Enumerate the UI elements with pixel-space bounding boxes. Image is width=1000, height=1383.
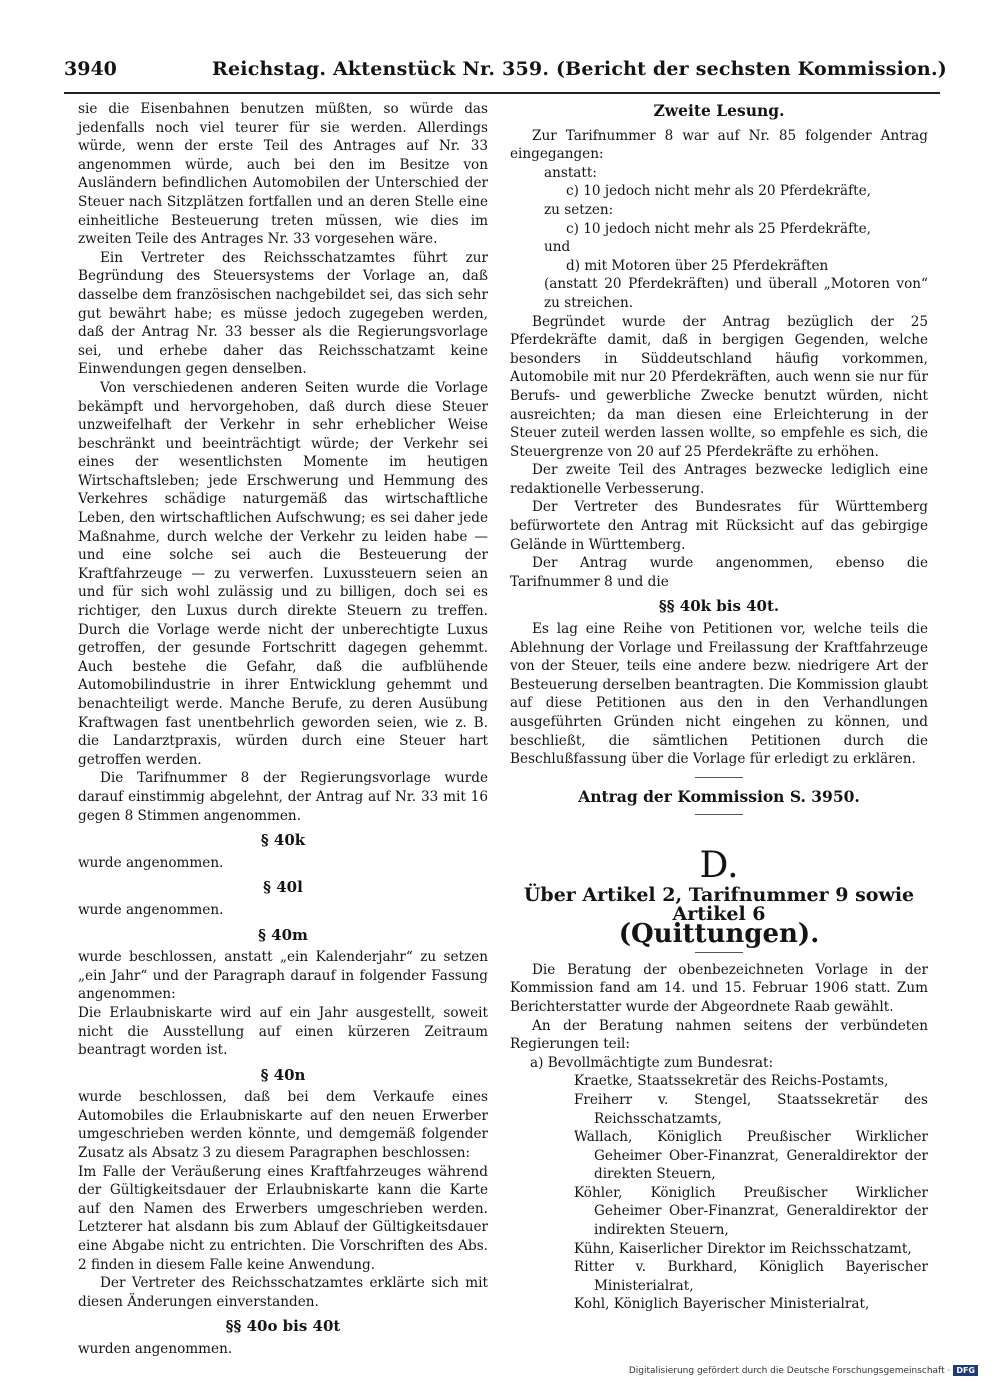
page-header (64, 58, 947, 86)
list-item: c) 10 jedoch nicht mehr als 25 Pferdekräfte, (566, 220, 871, 237)
article-subheading: (Quittungen). (618, 919, 820, 950)
separator (695, 777, 743, 778)
paragraph: Der Vertreter des Reichsschatzamtes erklärte sich mit diesen Änderungen einverstanden. (78, 1275, 488, 1310)
list-item: a) Bevollmächtigte zum Bundesrat: (530, 1054, 774, 1071)
commission-motion-heading: Antrag der Kommission S. 3950. (578, 786, 860, 806)
person-entry: Kühn, Kaiserlicher Direktor im Reichsschatzamt, (574, 1240, 912, 1257)
list-item: d) mit Motoren über 25 Pferdekräften (566, 257, 829, 274)
person-entry: Köhler, Königlich Preußischer Wirklicher Geheimer Ober-Finanzrat, Generaldirektor der indirekten Steuern, (574, 1184, 928, 1239)
list-item: und (544, 239, 571, 256)
person-entry: Kraetke, Staatssekretär des Reichs-Postamts, (574, 1073, 889, 1090)
list-item: zu setzen: (544, 201, 614, 218)
person-entry: Wallach, Königlich Preußischer Wirklicher Geheimer Ober-Finanzrat, Generaldirektor der direkten Steuern, (574, 1129, 928, 1183)
section-heading: § 40l (263, 878, 303, 897)
person-list (510, 1072, 928, 1314)
paragraph: Von verschiedenen anderen Seiten wurde die Vorlage bekämpft und hervorgehoben, daß durch diese Steuer unzweifelhaft der Verkehr in sehr erheblicher Weise beschränkt und beeinträchtigt würde; der Verkehr sei eines der wesentlichsten Momente im heutigen Wirtschaftsleben; jede Erschwerung und Hemmung des Verkehres schädige naturgemäß das wirtschaftliche Leben, den wirtschaftlichen Aufschwung; es sei daher jede Maßnahme, durch welche der Verkehr zu leiden habe — und eine solche sei auch die Besteuerung der Kraftfahrzeuge — zu verwerfen. Luxussteuern seien an und für sich wohl zulässig und zu billigen, doch sei es richtiger, den Luxus durch direkte Steuern zu treffen. Durch die Vorlage werde nicht der unberechtigte Luxus getroffen, der gesunde Fortschritt dagegen gehemmt. Auch bestehe die Gefahr, daß die aufblühende Automobilindustrie in ihrer Entwicklung gehemmt und benachteiligt werde. Manche Berufe, zu deren Ausübung Kraftwagen fast unentbehrlich geworden seien, wie z. B. die Landarztpraxis, würden durch eine Steuer hart getroffen werden. (78, 379, 488, 768)
section-heading: §§ 40k bis 40t. (658, 597, 780, 616)
list-item: c) 10 jedoch nicht mehr als 20 Pferdekräfte, (566, 183, 871, 200)
paragraph: sie die Eisenbahnen benutzen müßten, so würde das jedenfalls noch viel teurer für sie werden. Allerdings würde, wenn der erste Teil des Antrages auf Nr. 33 angenommen würde, auch bei den im Besitze von Ausländern befindlichen Automobilen der Unterschied der Steuer nach Sitzplätzen fortfallen und an deren Stelle eine einheitliche Besteuerung treten müssen, wie dies im zweiten Teile des Antrages Nr. 33 vorgesehen wäre. (78, 101, 488, 248)
article-heading: Über Artikel 2, Tarifnummer 9 sowie Artikel 6 (523, 883, 915, 925)
quoted-text: Im Falle der Veräußerung eines Kraftfahrzeuges während der Gültigkeitsdauer der Erlaubniskarte kann die Karte auf den Namen des Erwerbers umgeschrieben werden. Letzterer hat alsdann bis zum Ablauf der Gültigkeitsdauer eine Abgabe nicht zu entrichten. Die Vorschriften des Abs. 2 finden in diesem Falle keine Anwendung. (78, 1163, 488, 1273)
footer-text: Digitalisierung gefördert durch die Deutsche Forschungsgemeinschaft · (628, 1366, 951, 1376)
dfg-logo: DFG (953, 1365, 978, 1376)
section-heading: § 40m (258, 925, 308, 944)
footer-credit (629, 1365, 978, 1376)
paragraph: Der Vertreter des Bundesrates für Württemberg befürwortete den Antrag mit Rücksicht auf das gebirgige Gelände in Württemberg. (510, 499, 928, 553)
quoted-text: Die Erlaubniskarte wird auf ein Jahr ausgestellt, soweit nicht die Ausstellung auf einen kürzeren Zeitraum beantragt worden ist. (78, 1004, 488, 1059)
paragraph: wurde beschlossen, daß bei dem Verkaufe eines Automobiles die Erlaubniskarte auf den neuen Erwerber umgeschrieben werden könnte, und demgemäß folgender Zusatz als Absatz 3 zu diesem Paragraphen beschlossen: (78, 1089, 488, 1162)
paragraph: Der Antrag wurde angenommen, ebenso die Tarifnummer 8 und die (510, 555, 928, 590)
header-rule (64, 92, 940, 94)
section-heading: § 40n (260, 1065, 306, 1084)
paragraph: wurde beschlossen, anstatt „ein Kalenderjahr“ zu setzen „ein Jahr“ und der Paragraph darauf in folgender Fassung angenommen: (78, 949, 488, 1003)
paragraph: Ein Vertreter des Reichsschatzamtes führt zur Begründung des Steuersystems der Vorlage an, daß dasselbe dem französischen nachgebildet sei, das sich sehr gut bewährt habe; es müsse jedoch zugegeben werden, daß der Antrag Nr. 33 besser als die Regierungsvorlage sei, und erhebe daher das Reichsschatzamt keine Einwendungen gegen denselben. (78, 249, 489, 378)
left-column (78, 100, 488, 1359)
paragraph: wurde angenommen. (78, 854, 224, 871)
paragraph: wurde angenommen. (78, 901, 224, 918)
person-entry: Freiherr v. Stengel, Staatssekretär des Reichsschatzamts, (574, 1091, 928, 1127)
section-letter: D. (699, 845, 739, 887)
paragraph: Zur Tarifnummer 8 war auf Nr. 85 folgender Antrag eingegangen: (510, 127, 928, 163)
list-item: anstatt: (544, 164, 597, 181)
paragraph: Begründet wurde der Antrag bezüglich der 25 Pferdekräfte damit, daß in bergigen Gegenden, welche besonders in Süddeutschland häufig vorkommen, Automobile mit nur 20 Pferdekräften, auch wenn sie nur für Berufs- und gewerbliche Zwecke benutzt würden, nicht ausreichten; da man diesen eine Erleichterung in der Steuer zuteil werden lassen wollte, so empfehle es sich, die Steuergrenze von 20 auf 25 Pferdekräfte zu erhöhen. (510, 313, 928, 460)
running-title: Reichstag. Aktenstück Nr. 359. (Bericht der sechsten Kommission.) (212, 58, 947, 80)
person-entry: Ritter v. Burkhard, Königlich Bayerischer Ministerialrat, (574, 1259, 928, 1294)
paragraph: wurden angenommen. (78, 1341, 233, 1357)
right-column (510, 100, 928, 1314)
paragraph: Die Beratung der obenbezeichneten Vorlage in der Kommission fand am 14. und 15. Februar 1906 statt. Zum Berichterstatter wurde der Abgeordnete Raab gewählt. (510, 961, 928, 1015)
person-entry: Kohl, Königlich Bayerischer Ministerialrat, (574, 1296, 870, 1313)
paragraph: Der zweite Teil des Antrages bezwecke lediglich eine redaktionelle Verbesserung. (510, 462, 928, 497)
separator (695, 814, 743, 815)
section-heading: Zweite Lesung. (653, 101, 785, 120)
section-heading: §§ 40o bis 40t (225, 1317, 341, 1336)
paragraph: Die Tarifnummer 8 der Regierungsvorlage wurde darauf einstimmig abgelehnt, der Antrag auf Nr. 33 mit 16 gegen 8 Stimmen angenommen. (78, 770, 488, 824)
paragraph: An der Beratung nahmen seitens der verbündeten Regierungen teil: (510, 1017, 928, 1053)
separator (695, 952, 743, 953)
paragraph: Es lag eine Reihe von Petitionen vor, welche teils die Ablehnung der Vorlage und Freilassung der Kraftfahrzeuge von der Steuer, teils eine andere bezw. niedrigere Art der Besteuerung derselben beantragten. Die Kommission glaubt auf diese Petitionen aus den in den Verhandlungen ausgeführten Gründen nicht eingehen zu können, und beschließt, die sämtlichen Petitionen durch die Beschlußfassung über die Vorlage für erledigt zu erklären. (510, 621, 928, 768)
list-item: (anstatt 20 Pferdekräften) und überall „Motoren von“ zu streichen. (544, 276, 928, 311)
section-heading: § 40k (260, 831, 306, 850)
page-number: 3940 (64, 58, 117, 80)
